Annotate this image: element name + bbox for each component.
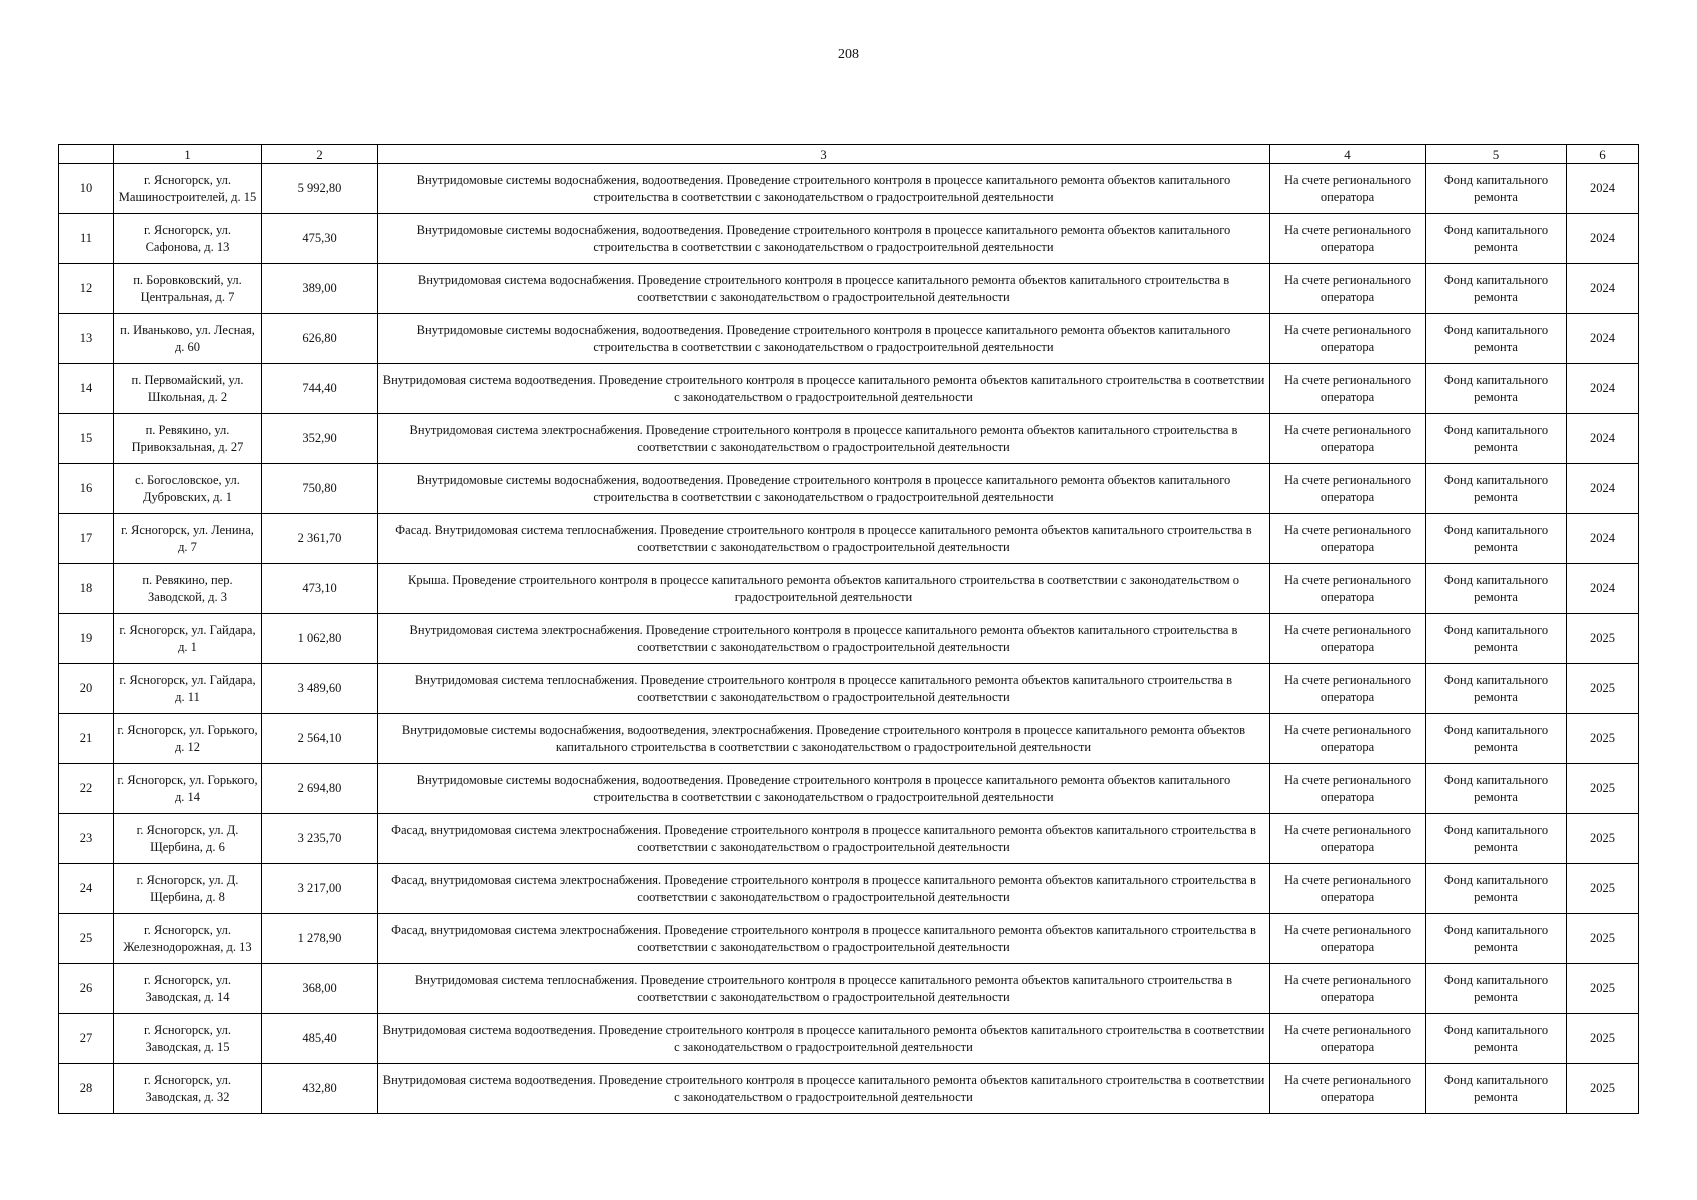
funding-source-cell: Фонд капитального ремонта: [1426, 364, 1567, 414]
year-cell: 2024: [1567, 364, 1639, 414]
header-cell: 3: [378, 145, 1270, 164]
works-description-cell: Фасад, внутридомовая система электроснабжения. Проведение строительного контроля в процессе капитального ремонта объектов капитального строительства в соответствии с законодательством о градостроительной деятельности: [378, 864, 1270, 914]
works-description-cell: Внутридомовая система водоотведения. Проведение строительного контроля в процессе капитального ремонта объектов капитального строительства в соответствии с законодательством о градостроительной деятельности: [378, 1064, 1270, 1114]
funding-source-cell: Фонд капитального ремонта: [1426, 264, 1567, 314]
row-number: 23: [59, 814, 114, 864]
funding-source-cell: Фонд капитального ремонта: [1426, 564, 1567, 614]
account-cell: На счете регионального оператора: [1270, 264, 1426, 314]
account-cell: На счете регионального оператора: [1270, 864, 1426, 914]
works-description-cell: Внутридомовая система электроснабжения. Проведение строительного контроля в процессе капитального ремонта объектов капитального строительства в соответствии с законодательством о градостроительной деятельности: [378, 614, 1270, 664]
year-cell: 2024: [1567, 264, 1639, 314]
account-cell: На счете регионального оператора: [1270, 464, 1426, 514]
year-cell: 2025: [1567, 714, 1639, 764]
table-row: [59, 464, 1639, 514]
funding-source-cell: Фонд капитального ремонта: [1426, 864, 1567, 914]
area-cell: 389,00: [262, 264, 378, 314]
account-cell: На счете регионального оператора: [1270, 514, 1426, 564]
area-cell: 744,40: [262, 364, 378, 414]
address-cell: п. Боровковский, ул. Центральная, д. 7: [114, 264, 262, 314]
address-cell: г. Ясногорск, ул. Гайдара, д. 1: [114, 614, 262, 664]
funding-source-cell: Фонд капитального ремонта: [1426, 614, 1567, 664]
account-cell: На счете регионального оператора: [1270, 1064, 1426, 1114]
funding-source-cell: Фонд капитального ремонта: [1426, 814, 1567, 864]
row-number: 12: [59, 264, 114, 314]
address-cell: п. Ревякино, ул. Привокзальная, д. 27: [114, 414, 262, 464]
year-cell: 2025: [1567, 614, 1639, 664]
works-description-cell: Фасад. Внутридомовая система теплоснабжения. Проведение строительного контроля в процессе капитального ремонта объектов капитального строительства в соответствии с законодательством о градостроительной деятельности: [378, 514, 1270, 564]
area-cell: 1 278,90: [262, 914, 378, 964]
header-cell: 1: [114, 145, 262, 164]
account-cell: На счете регионального оператора: [1270, 164, 1426, 214]
account-cell: На счете регионального оператора: [1270, 764, 1426, 814]
funding-source-cell: Фонд капитального ремонта: [1426, 914, 1567, 964]
area-cell: 626,80: [262, 314, 378, 364]
address-cell: г. Ясногорск, ул. Горького, д. 12: [114, 714, 262, 764]
address-cell: г. Ясногорск, ул. Железнодорожная, д. 13: [114, 914, 262, 964]
area-cell: 3 235,70: [262, 814, 378, 864]
works-description-cell: Фасад, внутридомовая система электроснабжения. Проведение строительного контроля в процессе капитального ремонта объектов капитального строительства в соответствии с законодательством о градостроительной деятельности: [378, 814, 1270, 864]
account-cell: На счете регионального оператора: [1270, 414, 1426, 464]
header-cell: 5: [1426, 145, 1567, 164]
area-cell: 2 564,10: [262, 714, 378, 764]
row-number: 28: [59, 1064, 114, 1114]
row-number: 16: [59, 464, 114, 514]
table-row: [59, 564, 1639, 614]
table-row: [59, 714, 1639, 764]
works-description-cell: Внутридомовая система водоотведения. Проведение строительного контроля в процессе капитального ремонта объектов капитального строительства в соответствии с законодательством о градостроительной деятельности: [378, 364, 1270, 414]
table-row: [59, 1064, 1639, 1114]
funding-source-cell: Фонд капитального ремонта: [1426, 164, 1567, 214]
table-row: [59, 614, 1639, 664]
area-cell: 3 217,00: [262, 864, 378, 914]
table-row: [59, 964, 1639, 1014]
year-cell: 2024: [1567, 314, 1639, 364]
page-number: 208: [838, 47, 859, 62]
year-cell: 2024: [1567, 464, 1639, 514]
row-number: 14: [59, 364, 114, 414]
works-description-cell: Внутридомовые системы водоснабжения, водоотведения. Проведение строительного контроля в процессе капитального ремонта объектов капитального строительства в соответствии с законодательством о градостроительной деятельности: [378, 164, 1270, 214]
year-cell: 2025: [1567, 914, 1639, 964]
address-cell: г. Ясногорск, ул. Заводская, д. 15: [114, 1014, 262, 1064]
area-cell: 2 694,80: [262, 764, 378, 814]
area-cell: 1 062,80: [262, 614, 378, 664]
account-cell: На счете регионального оператора: [1270, 964, 1426, 1014]
year-cell: 2025: [1567, 814, 1639, 864]
address-cell: г. Ясногорск, ул. Сафонова, д. 13: [114, 214, 262, 264]
account-cell: На счете регионального оператора: [1270, 564, 1426, 614]
funding-source-cell: Фонд капитального ремонта: [1426, 314, 1567, 364]
year-cell: 2025: [1567, 1064, 1639, 1114]
table-row: [59, 514, 1639, 564]
area-cell: 352,90: [262, 414, 378, 464]
funding-source-cell: Фонд капитального ремонта: [1426, 964, 1567, 1014]
account-cell: На счете регионального оператора: [1270, 914, 1426, 964]
address-cell: г. Ясногорск, ул. Ленина, д. 7: [114, 514, 262, 564]
area-cell: 475,30: [262, 214, 378, 264]
funding-source-cell: Фонд капитального ремонта: [1426, 664, 1567, 714]
funding-source-cell: Фонд капитального ремонта: [1426, 764, 1567, 814]
row-number: 25: [59, 914, 114, 964]
year-cell: 2024: [1567, 514, 1639, 564]
row-number: 17: [59, 514, 114, 564]
row-number: 13: [59, 314, 114, 364]
address-cell: г. Ясногорск, ул. Гайдара, д. 11: [114, 664, 262, 714]
row-number: 21: [59, 714, 114, 764]
account-cell: На счете регионального оператора: [1270, 714, 1426, 764]
works-description-cell: Крыша. Проведение строительного контроля в процессе капитального ремонта объектов капитального строительства в соответствии с законодательством о градостроительной деятельности: [378, 564, 1270, 614]
address-cell: г. Ясногорск, ул. Заводская, д. 32: [114, 1064, 262, 1114]
works-description-cell: Внутридомовая система водоотведения. Проведение строительного контроля в процессе капитального ремонта объектов капитального строительства в соответствии с законодательством о градостроительной деятельности: [378, 1014, 1270, 1064]
address-cell: п. Иваньково, ул. Лесная, д. 60: [114, 314, 262, 364]
table-row: [59, 264, 1639, 314]
works-description-cell: Внутридомовые системы водоснабжения, водоотведения. Проведение строительного контроля в процессе капитального ремонта объектов капитального строительства в соответствии с законодательством о градостроительной деятельности: [378, 314, 1270, 364]
account-cell: На счете регионального оператора: [1270, 214, 1426, 264]
account-cell: На счете регионального оператора: [1270, 1014, 1426, 1064]
address-cell: с. Богословское, ул. Дубровских, д. 1: [114, 464, 262, 514]
address-cell: г. Ясногорск, ул. Горького, д. 14: [114, 764, 262, 814]
year-cell: 2025: [1567, 964, 1639, 1014]
table-row: [59, 864, 1639, 914]
table-row: [59, 164, 1639, 214]
funding-source-cell: Фонд капитального ремонта: [1426, 1014, 1567, 1064]
funding-source-cell: Фонд капитального ремонта: [1426, 464, 1567, 514]
year-cell: 2025: [1567, 664, 1639, 714]
account-cell: На счете регионального оператора: [1270, 364, 1426, 414]
row-number: 24: [59, 864, 114, 914]
table-row: [59, 414, 1639, 464]
row-number: 18: [59, 564, 114, 614]
works-description-cell: Внутридомовая система водоснабжения. Проведение строительного контроля в процессе капитального ремонта объектов капитального строительства в соответствии с законодательством о градостроительной деятельности: [378, 264, 1270, 314]
funding-source-cell: Фонд капитального ремонта: [1426, 1064, 1567, 1114]
year-cell: 2025: [1567, 864, 1639, 914]
account-cell: На счете регионального оператора: [1270, 614, 1426, 664]
area-cell: 432,80: [262, 1064, 378, 1114]
table-row: [59, 1014, 1639, 1064]
works-description-cell: Внутридомовые системы водоснабжения, водоотведения. Проведение строительного контроля в процессе капитального ремонта объектов капитального строительства в соответствии с законодательством о градостроительной деятельности: [378, 464, 1270, 514]
table-row: [59, 764, 1639, 814]
header-cell: 6: [1567, 145, 1639, 164]
works-description-cell: Внутридомовая система электроснабжения. Проведение строительного контроля в процессе капитального ремонта объектов капитального строительства в соответствии с законодательством о градостроительной деятельности: [378, 414, 1270, 464]
account-cell: На счете регионального оператора: [1270, 314, 1426, 364]
header-cell: 2: [262, 145, 378, 164]
area-cell: 2 361,70: [262, 514, 378, 564]
works-description-cell: Внутридомовые системы водоснабжения, водоотведения. Проведение строительного контроля в процессе капитального ремонта объектов капитального строительства в соответствии с законодательством о градостроительной деятельности: [378, 764, 1270, 814]
address-cell: г. Ясногорск, ул. Д. Щербина, д. 6: [114, 814, 262, 864]
year-cell: 2025: [1567, 764, 1639, 814]
address-cell: п. Первомайский, ул. Школьная, д. 2: [114, 364, 262, 414]
works-description-cell: Внутридомовые системы водоснабжения, водоотведения. Проведение строительного контроля в процессе капитального ремонта объектов капитального строительства в соответствии с законодательством о градостроительной деятельности: [378, 214, 1270, 264]
works-description-cell: Внутридомовая система теплоснабжения. Проведение строительного контроля в процессе капитального ремонта объектов капитального строительства в соответствии с законодательством о градостроительной деятельности: [378, 964, 1270, 1014]
address-cell: г. Ясногорск, ул. Д. Щербина, д. 8: [114, 864, 262, 914]
area-cell: 368,00: [262, 964, 378, 1014]
address-cell: г. Ясногорск, ул. Машиностроителей, д. 15: [114, 164, 262, 214]
year-cell: 2025: [1567, 1014, 1639, 1064]
year-cell: 2024: [1567, 164, 1639, 214]
area-cell: 750,80: [262, 464, 378, 514]
table-row: [59, 814, 1639, 864]
area-cell: 485,40: [262, 1014, 378, 1064]
table-row: [59, 214, 1639, 264]
area-cell: 3 489,60: [262, 664, 378, 714]
year-cell: 2024: [1567, 564, 1639, 614]
repair-schedule-table: [58, 144, 1639, 1114]
year-cell: 2024: [1567, 214, 1639, 264]
table-row: [59, 364, 1639, 414]
funding-source-cell: Фонд капитального ремонта: [1426, 214, 1567, 264]
address-cell: г. Ясногорск, ул. Заводская, д. 14: [114, 964, 262, 1014]
header-cell-index: [59, 145, 114, 164]
row-number: 20: [59, 664, 114, 714]
row-number: 22: [59, 764, 114, 814]
area-cell: 5 992,80: [262, 164, 378, 214]
row-number: 27: [59, 1014, 114, 1064]
column-number-row: [59, 145, 1639, 164]
header-cell: 4: [1270, 145, 1426, 164]
table-row: [59, 914, 1639, 964]
funding-source-cell: Фонд капитального ремонта: [1426, 514, 1567, 564]
row-number: 19: [59, 614, 114, 664]
table-row: [59, 664, 1639, 714]
year-cell: 2024: [1567, 414, 1639, 464]
funding-source-cell: Фонд капитального ремонта: [1426, 414, 1567, 464]
row-number: 26: [59, 964, 114, 1014]
account-cell: На счете регионального оператора: [1270, 664, 1426, 714]
row-number: 11: [59, 214, 114, 264]
row-number: 15: [59, 414, 114, 464]
works-description-cell: Фасад, внутридомовая система электроснабжения. Проведение строительного контроля в процессе капитального ремонта объектов капитального строительства в соответствии с законодательством о градостроительной деятельности: [378, 914, 1270, 964]
area-cell: 473,10: [262, 564, 378, 614]
table-row: [59, 314, 1639, 364]
address-cell: п. Ревякино, пер. Заводской, д. 3: [114, 564, 262, 614]
account-cell: На счете регионального оператора: [1270, 814, 1426, 864]
row-number: 10: [59, 164, 114, 214]
works-description-cell: Внутридомовая система теплоснабжения. Проведение строительного контроля в процессе капитального ремонта объектов капитального строительства в соответствии с законодательством о градостроительной деятельности: [378, 664, 1270, 714]
funding-source-cell: Фонд капитального ремонта: [1426, 714, 1567, 764]
works-description-cell: Внутридомовые системы водоснабжения, водоотведения, электроснабжения. Проведение строительного контроля в процессе капитального ремонта объектов капитального строительства в соответствии с законодательством о градостроительной деятельности: [378, 714, 1270, 764]
table-body: [59, 164, 1639, 1114]
